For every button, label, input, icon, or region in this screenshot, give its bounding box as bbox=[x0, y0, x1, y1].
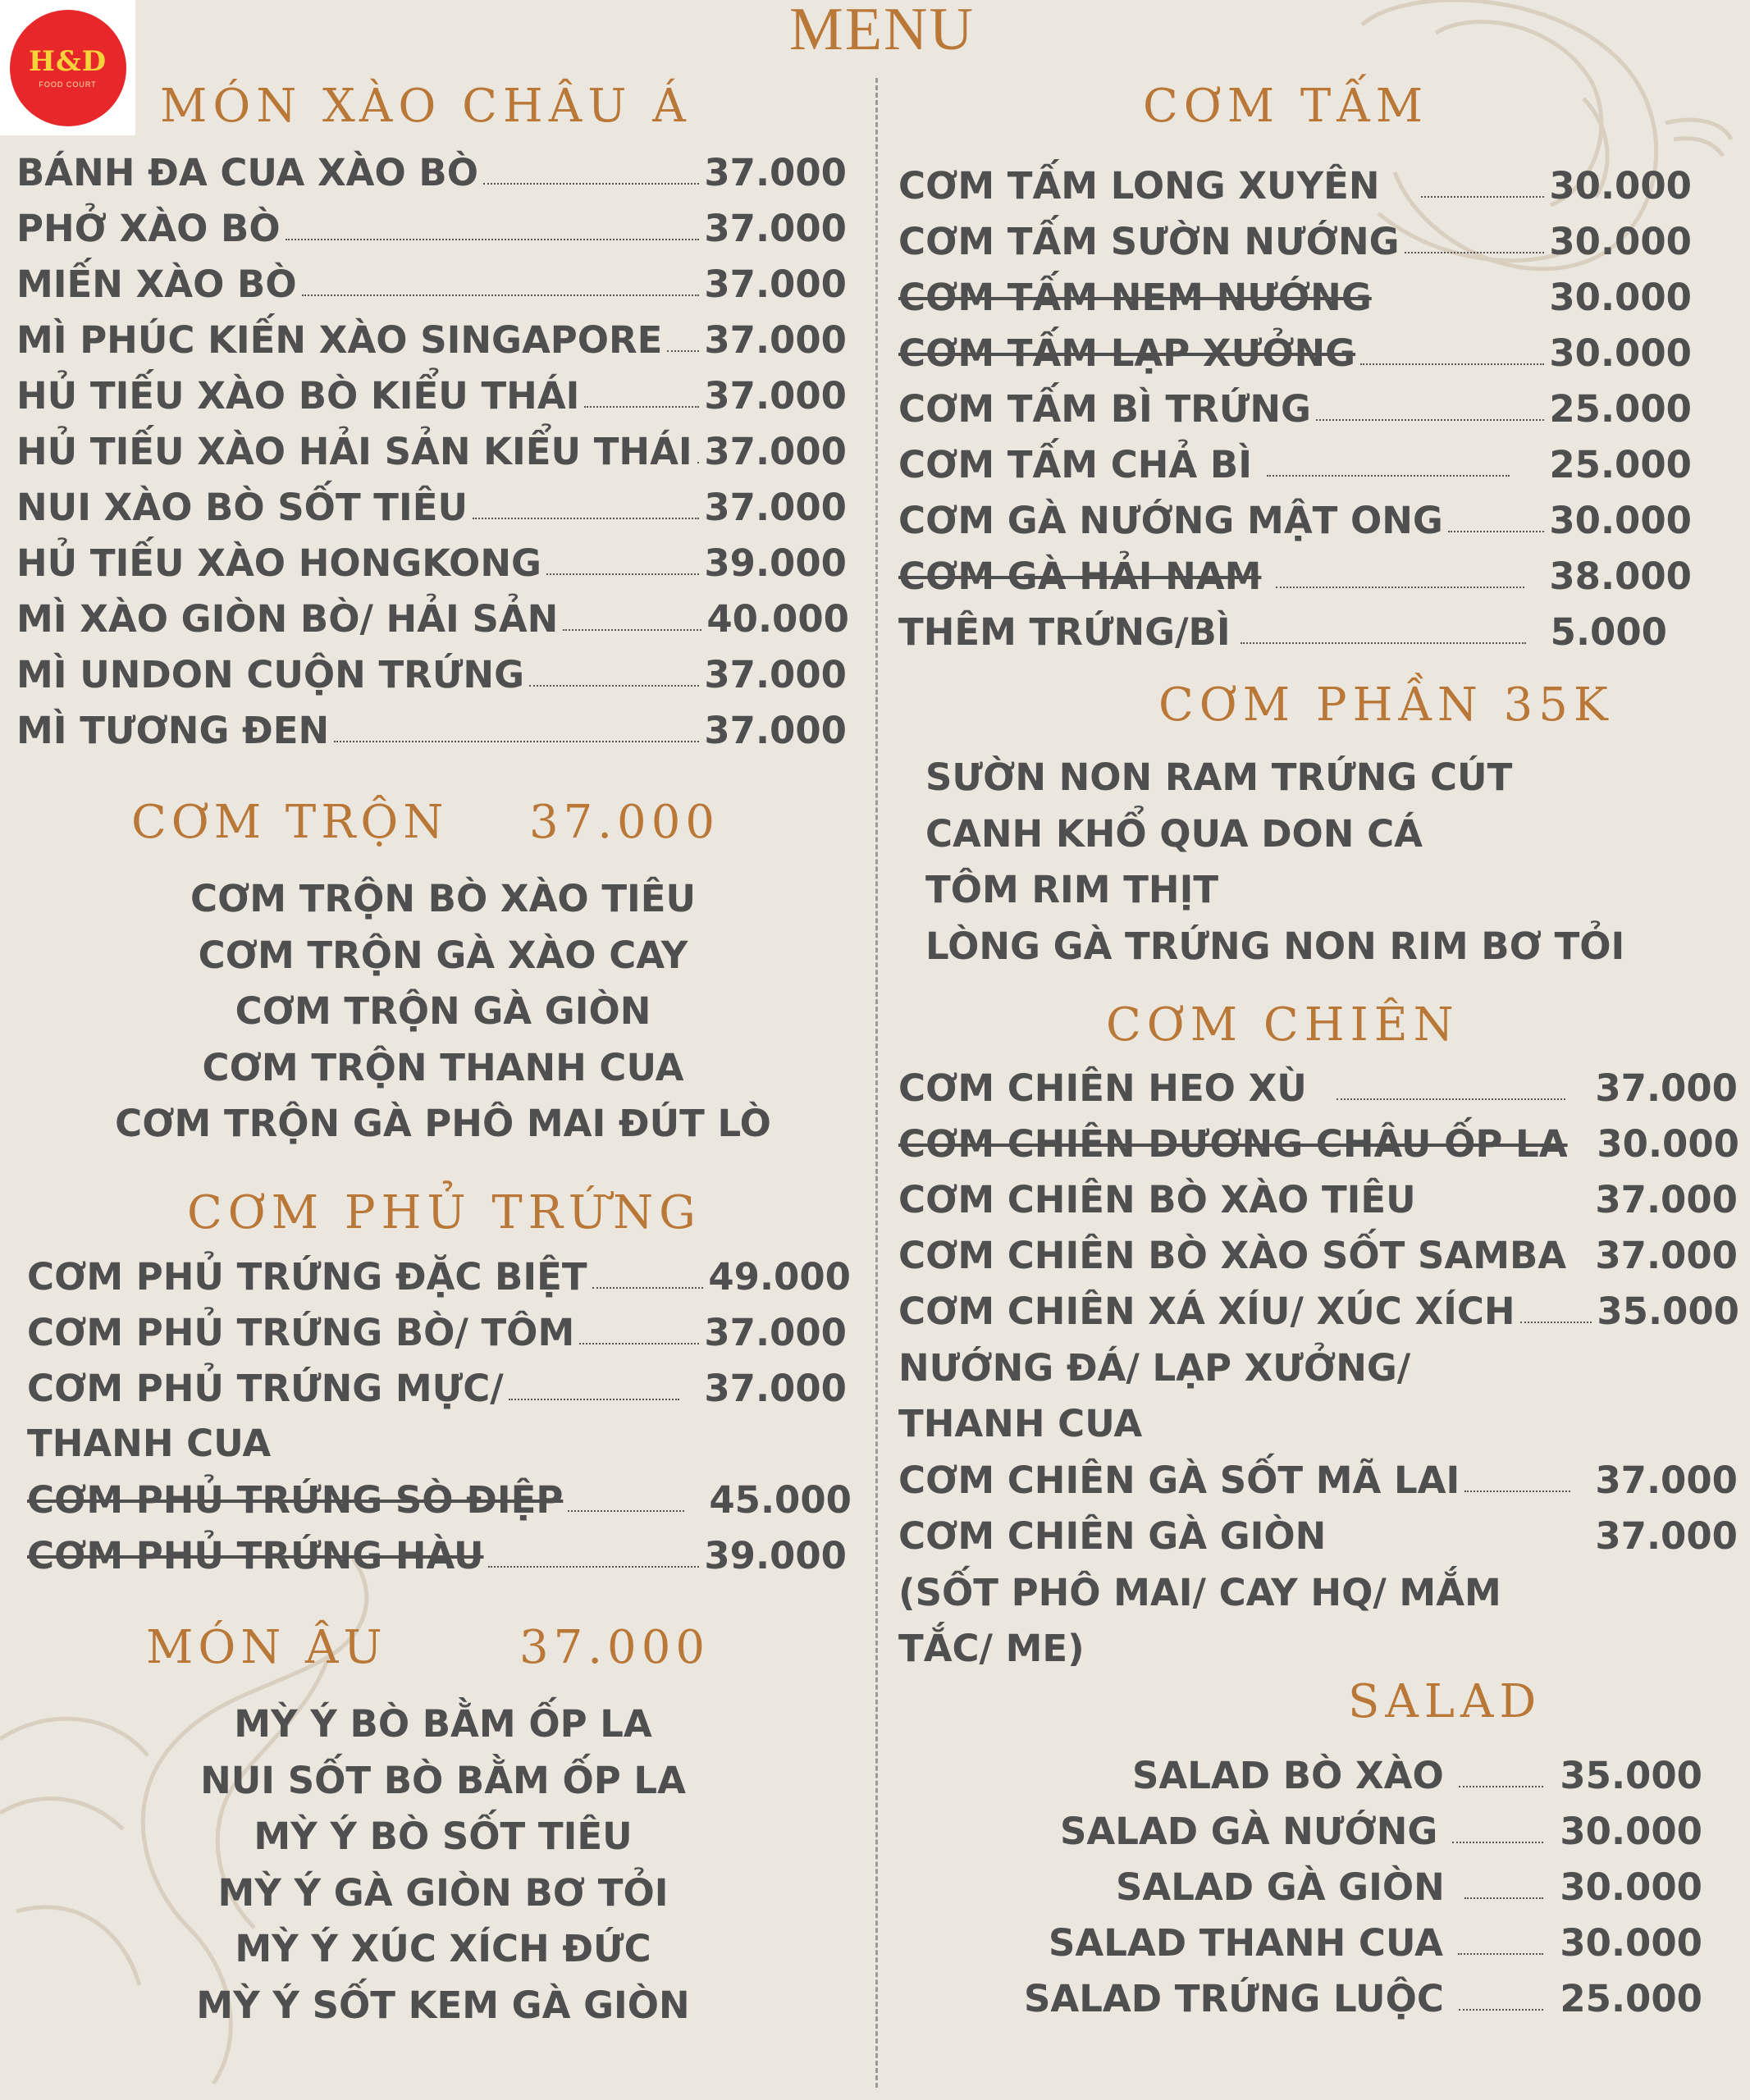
menu-item-row bbox=[1060, 1805, 1702, 1857]
item-name-sold-out: CƠM TẤM LẠP XƯỞNG bbox=[898, 331, 1356, 375]
item-name: SALAD GÀ GIÒN bbox=[1116, 1865, 1445, 1909]
dot-leader bbox=[579, 1343, 699, 1344]
list-item: MỲ Ý GÀ GIÒN BƠ TỎI bbox=[217, 1870, 669, 1915]
item-name: CƠM CHIÊN BÒ XÀO TIÊU bbox=[898, 1177, 1416, 1221]
item-name: MIẾN XÀO BÒ bbox=[16, 262, 297, 306]
item-price: 30.000 bbox=[1560, 1920, 1702, 1965]
dot-leader bbox=[1316, 419, 1544, 421]
menu-item-row bbox=[1116, 1860, 1702, 1913]
item-name: MÌ TƯƠNG ĐEN bbox=[16, 708, 330, 752]
menu-item-row bbox=[27, 1306, 847, 1358]
com-chien-note-2 bbox=[898, 1565, 1501, 1677]
dot-leader bbox=[529, 685, 699, 687]
item-price: 30.000 bbox=[1560, 1809, 1702, 1853]
menu-item-row bbox=[27, 1529, 847, 1582]
dot-leader bbox=[483, 183, 699, 185]
list-item: CƠM TRỘN BÒ XÀO TIÊU bbox=[190, 877, 697, 920]
menu-item-row bbox=[16, 313, 847, 366]
item-price: 37.000 bbox=[704, 1310, 847, 1354]
menu-item-row bbox=[16, 202, 847, 254]
dot-leader bbox=[1421, 196, 1545, 198]
dot-leader bbox=[1464, 1897, 1544, 1899]
dot-leader bbox=[1573, 1154, 1592, 1156]
menu-item-row bbox=[27, 1250, 851, 1303]
item-price: 37.000 bbox=[704, 317, 847, 362]
item-price: 30.000 bbox=[1597, 1121, 1739, 1166]
menu-item-row bbox=[1024, 1972, 1702, 2025]
item-note-line: (SỐT PHÔ MAI/ CAY HQ/ MẮM bbox=[898, 1571, 1501, 1614]
item-name: MÌ UNDON CUỘN TRỨNG bbox=[16, 652, 525, 696]
item-name: CƠM TẤM LONG XUYÊN bbox=[898, 163, 1380, 208]
list-item: TÔM RIM THỊT bbox=[925, 868, 1219, 911]
list-item: MỲ Ý XÚC XÍCH ĐỨC bbox=[235, 1927, 651, 1970]
item-price: 37.000 bbox=[1595, 1177, 1738, 1221]
dot-leader bbox=[1267, 475, 1510, 477]
heading-com-phan: CƠM PHẦN 35K bbox=[1158, 678, 1614, 732]
dot-leader bbox=[592, 1287, 704, 1289]
logo bbox=[0, 0, 135, 135]
dot-leader bbox=[568, 1510, 684, 1512]
list-item: CƠM TRỘN THANH CUA bbox=[202, 1045, 684, 1089]
dot-leader bbox=[1520, 1322, 1592, 1323]
heading-mon-au-title: MÓN ÂU bbox=[146, 1621, 387, 1674]
item-name: SALAD THANH CUA bbox=[1049, 1920, 1443, 1965]
menu-item-row bbox=[16, 536, 847, 589]
item-price: 39.000 bbox=[704, 541, 847, 585]
menu-item-row bbox=[27, 1362, 847, 1414]
item-name: SALAD GÀ NƯỚNG bbox=[1060, 1809, 1438, 1853]
menu-item-row bbox=[898, 1285, 1739, 1337]
menu-item-row bbox=[898, 1061, 1738, 1114]
list-item: CƠM TRỘN GÀ PHÔ MAI ĐÚT LÒ bbox=[115, 1102, 771, 1145]
heading-mon-au-price: 37.000 bbox=[519, 1621, 710, 1674]
item-price: 37.000 bbox=[1595, 1233, 1738, 1277]
item-name: SALAD BÒ XÀO bbox=[1132, 1753, 1444, 1797]
heading-mon-xao: MÓN XÀO CHÂU Á bbox=[160, 80, 692, 133]
item-price: 37.000 bbox=[1595, 1458, 1738, 1502]
item-name: CƠM PHỦ TRỨNG MỰC/ bbox=[27, 1366, 504, 1410]
dot-leader bbox=[546, 573, 699, 575]
heading-com-chien: CƠM CHIÊN bbox=[1106, 998, 1460, 1052]
item-price: 37.000 bbox=[704, 373, 847, 418]
list-item: MỲ Ý BÒ BẰM ỐP LA bbox=[234, 1702, 652, 1746]
dot-leader bbox=[302, 294, 700, 296]
item-name: CƠM TẤM CHẢ BÌ bbox=[898, 442, 1252, 486]
dot-leader bbox=[1241, 642, 1526, 644]
item-price: 5.000 bbox=[1550, 609, 1667, 654]
dot-leader bbox=[1331, 1546, 1590, 1548]
item-price: 25.000 bbox=[1549, 386, 1692, 431]
menu-item-row bbox=[898, 1229, 1738, 1281]
heading-com-tron bbox=[131, 794, 722, 851]
menu-item-row bbox=[1132, 1749, 1702, 1801]
dot-leader bbox=[697, 462, 700, 463]
item-name: SALAD TRỨNG LUỘC bbox=[1024, 1976, 1444, 2020]
item-price: 37.000 bbox=[704, 652, 847, 696]
menu-item-row bbox=[898, 1173, 1738, 1226]
item-name: CƠM PHỦ TRỨNG ĐẶC BIỆT bbox=[27, 1254, 587, 1299]
dot-leader bbox=[488, 1566, 699, 1568]
item-name-sold-out: CƠM CHIÊN DƯƠNG CHÂU ỐP LA bbox=[898, 1121, 1568, 1166]
item-price: 30.000 bbox=[1560, 1865, 1702, 1909]
logo-subtext: FOOD COURT bbox=[39, 80, 97, 89]
item-name-sold-out: CƠM PHỦ TRỨNG HÀU bbox=[27, 1533, 484, 1577]
menu-item-row bbox=[898, 605, 1667, 658]
item-name-continuation: THANH CUA bbox=[27, 1422, 272, 1465]
menu-item-row bbox=[16, 425, 847, 477]
list-item: CƠM TRỘN GÀ GIÒN bbox=[235, 989, 651, 1033]
list-item: LÒNG GÀ TRỨNG NON RIM BƠ TỎI bbox=[925, 924, 1625, 968]
item-note-line: TẮC/ ME) bbox=[898, 1627, 1085, 1670]
dot-leader bbox=[1360, 363, 1544, 365]
dot-leader bbox=[509, 1399, 680, 1400]
item-price: 49.000 bbox=[708, 1254, 851, 1299]
item-price: 30.000 bbox=[1549, 219, 1692, 263]
dot-leader bbox=[563, 629, 701, 631]
item-name: CƠM CHIÊN GÀ SỐT MÃ LAI bbox=[898, 1458, 1460, 1502]
menu-title: MENU bbox=[789, 0, 975, 63]
mon-au-list bbox=[49, 1696, 837, 2034]
list-item: SƯỜN NON RAM TRỨNG CÚT bbox=[925, 756, 1513, 799]
heading-com-tam: CƠM TẤM bbox=[1143, 80, 1429, 133]
menu-item-row bbox=[898, 438, 1692, 491]
menu-item-row bbox=[898, 1454, 1738, 1506]
menu-item-row bbox=[898, 494, 1692, 546]
menu-item-row bbox=[898, 550, 1692, 602]
item-price: 25.000 bbox=[1560, 1976, 1702, 2020]
dot-leader bbox=[1464, 1491, 1570, 1492]
heading-com-tron-price: 37.000 bbox=[529, 796, 720, 849]
item-price: 37.000 bbox=[1595, 1066, 1738, 1110]
column-divider bbox=[875, 78, 878, 2088]
item-name-sold-out: CƠM GÀ HẢI NAM bbox=[898, 554, 1262, 598]
item-name: HỦ TIẾU XÀO HẢI SẢN KIỂU THÁI bbox=[16, 429, 692, 473]
com-phan-list bbox=[925, 750, 1624, 975]
dot-leader bbox=[1459, 1786, 1544, 1787]
item-name: CƠM CHIÊN BÒ XÀO SỐT SAMBA bbox=[898, 1233, 1567, 1277]
dot-leader bbox=[584, 406, 699, 408]
item-name: MÌ PHÚC KIẾN XÀO SINGAPORE bbox=[16, 317, 663, 362]
item-price: 37.000 bbox=[704, 150, 847, 194]
item-price: 30.000 bbox=[1549, 498, 1692, 542]
dot-leader bbox=[1405, 252, 1545, 253]
dot-leader bbox=[1336, 1098, 1566, 1100]
item-name: PHỞ XÀO BÒ bbox=[16, 206, 281, 250]
com-chien-note-1 bbox=[898, 1340, 1410, 1452]
item-name: NUI XÀO BÒ SỐT TIÊU bbox=[16, 485, 468, 529]
dot-leader bbox=[1377, 308, 1545, 309]
menu-item-row bbox=[16, 704, 847, 756]
item-name: MÌ XÀO GIÒN BÒ/ HẢI SẢN bbox=[16, 596, 559, 641]
item-price: 37.000 bbox=[704, 206, 847, 250]
menu-item-row bbox=[898, 215, 1692, 267]
item-price: 37.000 bbox=[1595, 1513, 1738, 1558]
menu-item-row bbox=[898, 382, 1692, 435]
menu-item-row bbox=[16, 369, 847, 422]
dot-leader bbox=[1276, 587, 1524, 588]
item-price: 39.000 bbox=[704, 1533, 847, 1577]
item-price: 37.000 bbox=[704, 262, 847, 306]
item-price: 37.000 bbox=[704, 1366, 847, 1410]
dot-leader bbox=[1448, 531, 1544, 532]
item-price: 30.000 bbox=[1549, 163, 1692, 208]
dot-leader bbox=[1452, 1842, 1543, 1843]
item-name: BÁNH ĐA CUA XÀO BÒ bbox=[16, 150, 478, 194]
menu-item-row bbox=[898, 326, 1692, 379]
item-name: CƠM GÀ NƯỚNG MẬT ONG bbox=[898, 498, 1443, 542]
dot-leader bbox=[286, 239, 700, 240]
item-price: 35.000 bbox=[1597, 1289, 1739, 1333]
item-name: CƠM PHỦ TRỨNG BÒ/ TÔM bbox=[27, 1310, 575, 1354]
item-name-sold-out: CƠM PHỦ TRỨNG SÒ ĐIỆP bbox=[27, 1477, 564, 1522]
item-price: 40.000 bbox=[706, 596, 849, 641]
heading-salad: SALAD bbox=[1348, 1675, 1542, 1728]
item-name: HỦ TIẾU XÀO HONGKONG bbox=[16, 541, 541, 585]
menu-item-row bbox=[16, 481, 847, 533]
item-price: 37.000 bbox=[704, 485, 847, 529]
dot-leader bbox=[667, 350, 699, 352]
item-name: CƠM CHIÊN XÁ XÍU/ XÚC XÍCH bbox=[898, 1289, 1515, 1333]
list-item: NUI SỐT BÒ BẰM ỐP LA bbox=[200, 1758, 686, 1802]
menu-item-row bbox=[27, 1473, 852, 1526]
item-price: 45.000 bbox=[709, 1477, 852, 1522]
menu-item-row bbox=[898, 1117, 1739, 1170]
logo-text: H&D bbox=[28, 44, 107, 78]
item-name: CƠM TẤM BÌ TRỨNG bbox=[898, 386, 1311, 431]
item-price: 30.000 bbox=[1549, 275, 1692, 319]
menu-item-row bbox=[16, 648, 847, 701]
item-price: 38.000 bbox=[1549, 554, 1692, 598]
list-item: CANH KHỔ QUA DON CÁ bbox=[925, 811, 1423, 856]
menu-item-row bbox=[898, 159, 1692, 212]
dot-leader bbox=[1421, 1210, 1591, 1212]
heading-com-tron-title: CƠM TRỘN bbox=[131, 796, 449, 849]
heading-mon-au bbox=[146, 1619, 720, 1677]
item-price: 30.000 bbox=[1549, 331, 1692, 375]
dot-leader bbox=[473, 518, 699, 519]
menu-item-row bbox=[16, 146, 847, 199]
dot-leader bbox=[1458, 1953, 1543, 1955]
item-name: CƠM CHIÊN GÀ GIÒN bbox=[898, 1513, 1327, 1558]
logo-badge bbox=[10, 10, 126, 126]
menu-item-row bbox=[16, 258, 847, 310]
item-name-sold-out: CƠM TẤM NEM NƯỚNG bbox=[898, 275, 1372, 319]
item-name: THÊM TRỨNG/BÌ bbox=[898, 609, 1231, 654]
item-note-line: NƯỚNG ĐÁ/ LẠP XƯỞNG/ bbox=[898, 1346, 1411, 1390]
menu-item-row bbox=[898, 1509, 1738, 1562]
item-price: 37.000 bbox=[704, 429, 847, 473]
dot-leader bbox=[334, 741, 699, 742]
list-item: MỲ Ý BÒ SỐT TIÊU bbox=[254, 1815, 633, 1858]
dot-leader bbox=[1571, 1266, 1590, 1267]
com-tron-list bbox=[49, 871, 837, 1153]
item-note-line: THANH CUA bbox=[898, 1402, 1143, 1445]
item-name: CƠM CHIÊN HEO XÙ bbox=[898, 1066, 1307, 1110]
list-item: MỲ Ý SỐT KEM GÀ GIÒN bbox=[196, 1983, 690, 2027]
item-price: 25.000 bbox=[1549, 442, 1692, 486]
menu-item-row bbox=[1049, 1916, 1702, 1969]
item-name: HỦ TIẾU XÀO BÒ KIỂU THÁI bbox=[16, 373, 580, 418]
item-price: 35.000 bbox=[1560, 1753, 1702, 1797]
item-price: 37.000 bbox=[704, 708, 847, 752]
list-item: CƠM TRỘN GÀ XÀO CAY bbox=[198, 933, 688, 977]
item-name: CƠM TẤM SƯỜN NƯỚNG bbox=[898, 219, 1400, 263]
dot-leader bbox=[1459, 2009, 1543, 2011]
heading-com-phu-trung: CƠM PHỦ TRỨNG bbox=[187, 1186, 701, 1239]
menu-item-row bbox=[898, 271, 1692, 323]
menu-item-row bbox=[16, 592, 849, 645]
